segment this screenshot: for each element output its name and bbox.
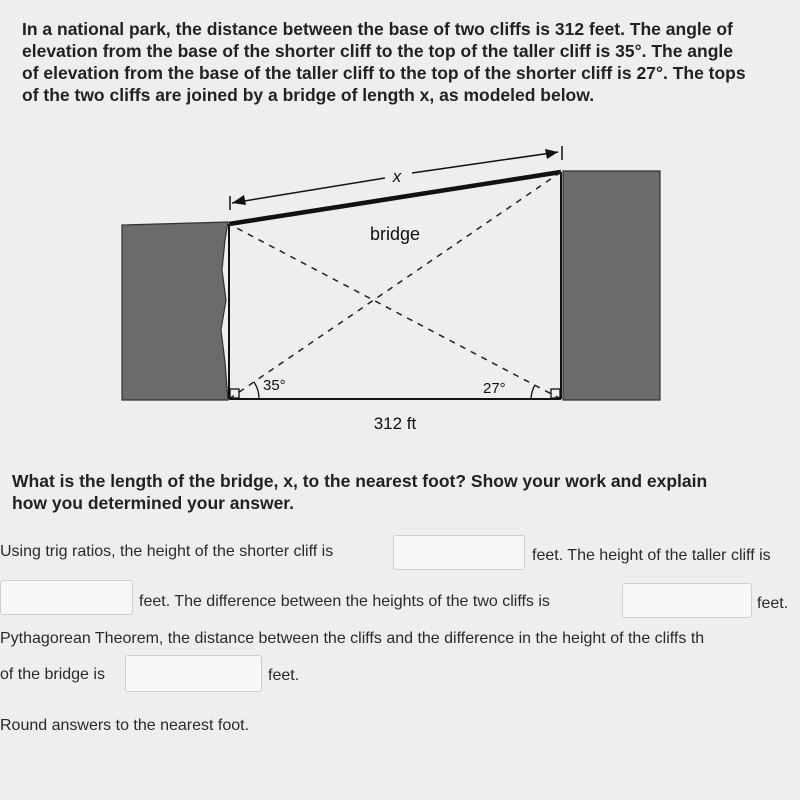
angle-label-27: 27°: [483, 380, 506, 397]
sight-line-35: [229, 172, 561, 399]
bridge-length-input[interactable]: [125, 655, 262, 692]
angle-arc-27: [531, 385, 535, 399]
angle-arc-35: [254, 382, 259, 399]
problem-line: of elevation from the base of the taller cliff to the top of the shorter cliff is 27°. The tops: [22, 63, 746, 83]
form-text: feet.: [757, 595, 789, 612]
x-label: x: [392, 167, 402, 186]
form-text: of the bridge is: [0, 666, 105, 683]
x-dimension-line: [412, 152, 558, 173]
shorter-cliff-height-input[interactable]: [393, 535, 525, 570]
form-text: feet.: [268, 667, 300, 684]
angle-label-35: 35°: [263, 377, 286, 394]
rounding-note: Round answers to the nearest foot.: [0, 717, 250, 734]
taller-cliff: [563, 171, 660, 400]
taller-cliff-height-input[interactable]: [0, 580, 133, 615]
problem-line: of the two cliffs are joined by a bridge of length x, as modeled below.: [22, 85, 595, 105]
form-text: Pythagorean Theorem, the distance between the cliffs and the difference in the height of the cliffs th: [0, 630, 705, 647]
question-line: how you determined your answer.: [12, 493, 295, 513]
distance-label: 312 ft: [373, 414, 417, 433]
question-line: What is the length of the bridge, x, to the nearest foot? Show your work and explain: [12, 471, 708, 491]
shorter-cliff: [122, 222, 228, 400]
problem-line: In a national park, the distance between the base of two cliffs is 312 feet. The angle of: [22, 19, 733, 39]
cliff-bridge-diagram: [0, 130, 800, 440]
sight-line-27: [229, 224, 561, 399]
problem-line: elevation from the base of the shorter cliff to the top of the taller cliff is 35°. The angle: [22, 41, 733, 61]
form-text: feet. The difference between the heights of the two cliffs is: [139, 593, 550, 610]
question: [12, 470, 792, 514]
height-difference-input[interactable]: [622, 583, 752, 618]
problem-statement: [22, 18, 792, 106]
form-text: feet. The height of the taller cliff is: [532, 547, 771, 564]
arrow-left-icon: [232, 195, 246, 205]
bridge-label: bridge: [369, 224, 421, 244]
arrow-right-icon: [545, 149, 558, 159]
form-text: Using trig ratios, the height of the shorter cliff is: [0, 543, 334, 560]
x-dimension-line: [232, 178, 385, 203]
